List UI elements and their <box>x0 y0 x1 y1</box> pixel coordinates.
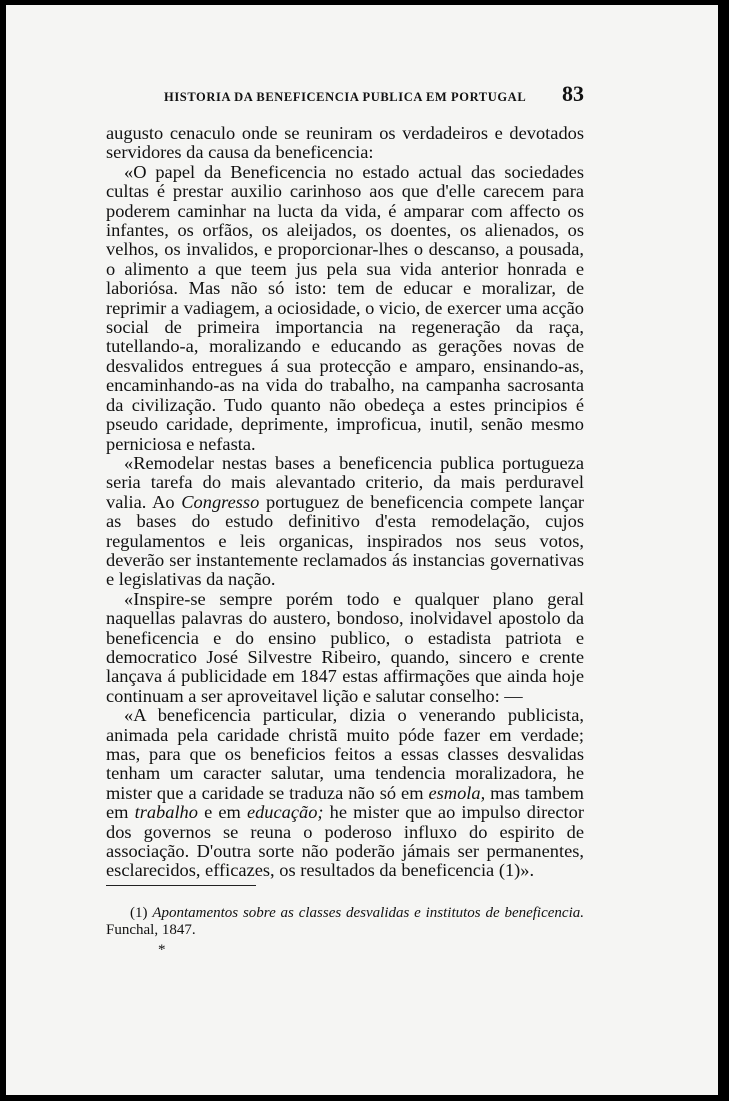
paragraph-2: «O papel da Beneficencia no estado actual das sociedades cultas é prestar auxilio carinhoso aos que d'elle carecem para poderem caminhar na lucta da vida, é amparar com affecto os infantes, os orfãos, os aleijados, os doentes, os alienados, os velhos, os invalidos, e proporcionar-lhes o descanso, a pousada, o alimento a que teem jus pela sua vida anterior honrada e laboriósa. Mas não só isto: tem de educar e moralizar, de reprimir a vadiagem, a ociosidade, o vicio, de exercer uma acção social de primeira importancia na regeneração da raça, tutellando-a, moralizando e educando as gerações novas de desvalidos entregues á sua protecção e amparo, ensinando-as, encaminhando-as na vida do trabalho, na campanha sacrosanta da civilização. Tudo quanto não obedeça a estes principios é pseudo caridade, deprimente, improficua, inutil, senão mesmo perniciosa e nefasta. <box>106 161 584 454</box>
paragraph-3-part-b: portuguez de beneficencia compete lançar as bases do estudo definitivo d'esta remodelação, cujos regulamentos e leis organicas, inspirados nos seus votos, deverão ser instantemente reclamados ás instancias governativas e legislativas da nação. <box>106 491 584 590</box>
body-text <box>106 124 584 881</box>
paragraph-5-italic-2: trabalho <box>134 802 198 823</box>
paragraph-5 <box>106 706 584 881</box>
footnote-title: Apontamentos sobre as classes desvalidas e institutos de beneficencia. <box>152 905 584 921</box>
footnote-marker: (1) <box>130 905 153 921</box>
paragraph-5-italic-3: educação; <box>246 802 324 823</box>
paragraph-5-part-a: «A beneficencia particular, dizia o venerando publicista, animada pela caridade christã muito póde fazer em verdade; mas, para que os beneficios feitos a essas classes desvalidas tenham um caracter salutar, uma tendencia moralizadora, he mister que a caridade se traduza não só em <box>106 705 584 803</box>
book-page <box>6 5 718 1095</box>
paragraph-1: augusto cenaculo onde se reuniram os verdadeiros e devotados servidores da causa da beneficencia: <box>106 123 584 163</box>
running-title: HISTORIA DA BENEFICENCIA PUBLICA EM PORTUGAL <box>164 90 527 104</box>
footnote-rule <box>106 885 256 886</box>
paragraph-5-part-b: mas tambem em <box>106 782 584 823</box>
paragraph-3 <box>106 454 584 590</box>
paragraph-3-italic: Congresso <box>181 491 260 512</box>
footnote <box>106 905 584 939</box>
page-number: 83 <box>562 81 584 106</box>
paragraph-5-part-d: he mister que ao impulso director dos governos se reuna o poderoso influxo do espirito de associação. D'outra sorte não poderão jámais ser permanentes, esclarecidos, efficazes, os resultados da beneficencia (1)». <box>106 802 584 881</box>
signature-mark: * <box>158 942 166 958</box>
paragraph-4: «Inspire-se sempre porém todo e qualquer plano geral naquellas palavras do austero, bondoso, inolvidavel apostolo da beneficencia e do ensino publico, o estadista patriota e democratico José Silvestre Ribeiro, quando, sincero e crente lançava á publicidade em 1847 estas affirmações que ainda hoje continuam a ser aproveitavel lição e salutar conselho: — <box>106 588 584 706</box>
paragraph-3-part-a: «Remodelar nestas bases a beneficencia publica portugueza seria tarefa do mais alevantado criterio, da mais perduravel valia. Ao <box>106 452 584 512</box>
footnote-rest: Funchal, 1847. <box>106 922 196 938</box>
paragraph-5-part-c: e em <box>197 802 247 823</box>
paragraph-5-italic-1: esmola, <box>428 782 486 803</box>
